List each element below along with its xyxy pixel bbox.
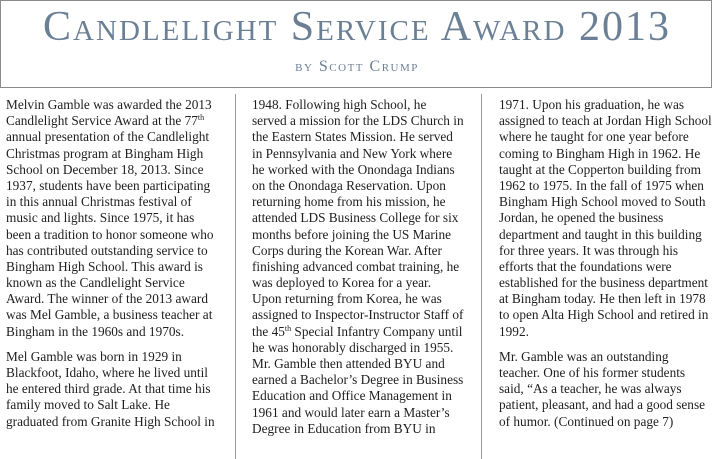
text-run: Jordan, he opened the business (499, 210, 664, 226)
column-divider (481, 94, 482, 459)
text-line (499, 397, 714, 413)
text-run: Degree in Education from BYU in (252, 420, 436, 436)
text-run: music and lights. Since 1975, it has (6, 210, 195, 226)
text-run: family moved to Salt Lake. He (6, 397, 170, 413)
text-line (6, 381, 232, 397)
text-line (252, 275, 478, 291)
text-line (6, 129, 232, 145)
text-line (499, 227, 714, 243)
text-run: coming to Bingham High in 1962. He (499, 145, 701, 161)
text-line (6, 178, 232, 194)
text-run: he entered third grade. At that time his (6, 381, 211, 397)
text-run: the Eastern States Mission. He served (252, 129, 453, 145)
text-run: Bingham in the 1960s and 1970s. (6, 323, 185, 339)
text-line (499, 178, 714, 194)
text-run: School on December 18, 2013. Since (6, 161, 204, 177)
text-run: months before joining the US Marine (252, 226, 452, 242)
text-line (252, 210, 478, 226)
text-line (252, 243, 478, 259)
text-line (499, 291, 714, 307)
text-run: he worked with the Onondaga Indians (252, 161, 455, 177)
text-line (252, 372, 478, 388)
text-line (252, 259, 478, 275)
text-line (6, 324, 232, 340)
text-run: in this annual Christmas festival of (6, 194, 192, 210)
text-run: finishing advanced combat training, he (252, 258, 460, 274)
text-line (499, 324, 714, 340)
paragraph-gap (499, 340, 714, 349)
text-line (499, 381, 714, 397)
text-run: patient, pleasant, and had a good sense (499, 397, 706, 413)
text-run: 1948. Following high School, he (252, 97, 427, 112)
text-run: where he taught for one year before (499, 129, 689, 145)
text-line (499, 365, 714, 381)
text-line (6, 349, 232, 365)
text-run: Melvin Gamble was awarded the 2013 (6, 97, 212, 112)
text-run: Bingham High School moved to South (499, 194, 706, 210)
text-line (6, 275, 232, 291)
text-line (499, 113, 714, 129)
text-line (499, 210, 714, 226)
text-line (6, 365, 232, 381)
text-run: Christmas program at Bingham High (6, 145, 204, 161)
text-line (499, 349, 714, 365)
text-line (6, 162, 232, 178)
superscript: th (284, 323, 292, 333)
text-run: assigned to teach at Jordan High School (499, 113, 712, 129)
text-run: Mel Gamble was born in 1929 in (6, 348, 182, 364)
text-line (499, 259, 714, 275)
text-line (6, 414, 232, 430)
text-run: he was honorably discharged in 1955. (252, 339, 454, 355)
text-run: Corps during the Korean War. After (252, 242, 442, 258)
text-line (6, 397, 232, 413)
article-column-3 (499, 97, 714, 459)
text-run: Education and Office Management in (252, 388, 452, 404)
text-line (499, 307, 714, 323)
text-line (252, 307, 478, 323)
text-run: 1971. Upon his graduation, he was (499, 97, 685, 112)
text-run: established for the business department (499, 275, 709, 291)
text-line (499, 243, 714, 259)
text-line (252, 421, 478, 437)
superscript: th (197, 113, 205, 123)
text-run: assigned to Inspector-Instructor Staff of (252, 307, 464, 323)
text-run: Candlelight Service Award at the 77 (6, 113, 198, 129)
column-divider (235, 94, 236, 459)
text-run: 1962 to 1975. In the fall of 1975 when (499, 177, 704, 193)
text-line (252, 97, 478, 113)
text-run: to open Alta High School and retired in (499, 307, 709, 323)
text-line (252, 291, 478, 307)
text-line (252, 388, 478, 404)
paragraph-gap (6, 340, 232, 349)
text-line (499, 129, 714, 145)
text-line (252, 405, 478, 421)
article-title: Candlelight Service Award 2013 (43, 4, 671, 50)
text-line (252, 227, 478, 243)
text-run: graduated from Granite High School in (6, 413, 215, 429)
text-run: the 45 (252, 323, 285, 339)
text-line (6, 259, 232, 275)
text-line (252, 178, 478, 194)
text-run: Mr. Gamble was an outstanding (499, 348, 669, 364)
text-run: Special Infantry Company until (291, 323, 463, 339)
article-byline: by Scott Crump (295, 58, 419, 75)
text-line (499, 275, 714, 291)
article-column-1 (6, 97, 232, 459)
text-run: 1992. (499, 323, 529, 339)
text-run: has contributed outstanding service to (6, 242, 208, 258)
text-line (6, 243, 232, 259)
text-run: served a mission for the LDS Church in (252, 113, 464, 129)
text-line (6, 227, 232, 243)
text-line (6, 307, 232, 323)
text-line (252, 324, 478, 340)
text-line (499, 194, 714, 210)
text-run: Mr. Gamble then attended BYU and (252, 356, 445, 371)
text-line (499, 414, 714, 430)
text-run: at Bingham today. He then left in 1978 (499, 291, 706, 307)
text-run: efforts that the foundations were (499, 258, 672, 274)
text-line (252, 162, 478, 178)
text-run: for three years. It was through his (499, 242, 679, 258)
text-run: Bingham High School. This award is (6, 258, 203, 274)
text-run: Upon returning from Korea, he was (252, 291, 442, 307)
text-run: attended LDS Business College for six (252, 210, 459, 226)
text-run: returning home from his mission, he (252, 194, 446, 210)
text-run: was Mel Gamble, a business teacher at (6, 307, 213, 323)
text-run: department and taught in this building (499, 226, 702, 242)
text-run: said, “As a teacher, he was always (499, 381, 682, 397)
text-line (6, 97, 232, 113)
text-line (252, 113, 478, 129)
article-column-2 (252, 97, 478, 459)
text-run: was deployed to Korea for a year. (252, 275, 432, 291)
text-run: on the Onondaga Reservation. Upon (252, 177, 446, 193)
text-run: 1961 and would later earn a Master’s (252, 404, 450, 420)
text-line (499, 162, 714, 178)
text-run: Blackfoot, Idaho, where he lived until (6, 365, 208, 380)
text-line (252, 340, 478, 356)
text-line (6, 291, 232, 307)
text-line (6, 113, 232, 129)
text-run: 1937, students have been participating (6, 177, 211, 193)
text-line (499, 97, 714, 113)
text-line (252, 194, 478, 210)
text-run: taught at the Copperton building from (499, 161, 702, 177)
text-run: annual presentation of the Candlelight (6, 129, 210, 145)
text-run: Award. The winner of the 2013 award (6, 291, 208, 307)
text-run: earned a Bachelor’s Degree in Business (252, 372, 464, 388)
text-line (252, 146, 478, 162)
text-line (252, 129, 478, 145)
text-line (6, 194, 232, 210)
text-run: in Pennsylvania and New York where (252, 145, 453, 161)
text-run: known as the Candlelight Service (6, 275, 185, 291)
text-run: of humor. (Continued on page 7) (499, 413, 674, 429)
text-line (252, 356, 478, 372)
text-run: teacher. One of his former students (499, 365, 686, 380)
text-line (499, 146, 714, 162)
text-line (6, 210, 232, 226)
text-run: been a tradition to honor someone who (6, 226, 214, 242)
text-line (6, 146, 232, 162)
